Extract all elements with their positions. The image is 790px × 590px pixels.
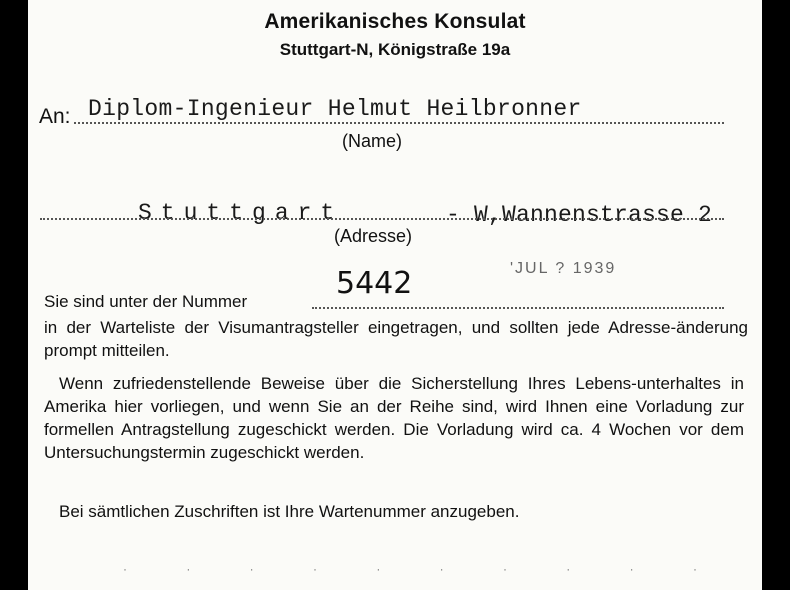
recipient-street: - W,Wannenstrasse 2 (446, 202, 713, 228)
paragraph-waitlist: in der Warteliste der Visumantragsteller eingetragen, und sollten jede Adresse-änderung prompt mitteilen. (44, 318, 748, 360)
paper-specks: · · · · · · · · · · (123, 562, 725, 576)
paragraph-correspondence: Bei sämtlichen Zuschriften ist Ihre Wartenummer anzugeben. (59, 502, 520, 521)
date-stamp: 'JUL ? 1939 (510, 260, 617, 277)
name-dotted-line (74, 122, 724, 124)
consulate-letter (28, 0, 762, 590)
name-caption: (Name) (342, 131, 403, 151)
number-dotted-line (312, 307, 724, 309)
recipient-label: An: (39, 105, 71, 128)
address-caption: (Adresse) (334, 226, 413, 246)
waiting-number: 5442 (336, 266, 413, 301)
recipient-name: Diplom-Ingenieur Helmut Heilbronner (88, 96, 582, 122)
consulate-title: Amerikanisches Konsulat (264, 10, 526, 33)
address-dotted-line (40, 218, 724, 220)
consulate-address: Stuttgart-N, Königstraße 19a (279, 40, 511, 59)
recipient-city: Stuttgart (138, 200, 344, 226)
intro-text: Sie sind unter der Nummer (44, 292, 248, 311)
paragraph-evidence: Wenn zufriedenstellende Beweise über die Sicherstellung Ihres Lebens-unterhaltes in Amerika hier vorliegen, und wenn Sie an der Reihe sind, wird Ihnen eine Vorladung zur formellen Antragstellung zugeschickt werden. Die Vorladung wird ca. 4 Wochen vor dem Untersuchungstermin zugeschickt werden. (44, 374, 744, 462)
